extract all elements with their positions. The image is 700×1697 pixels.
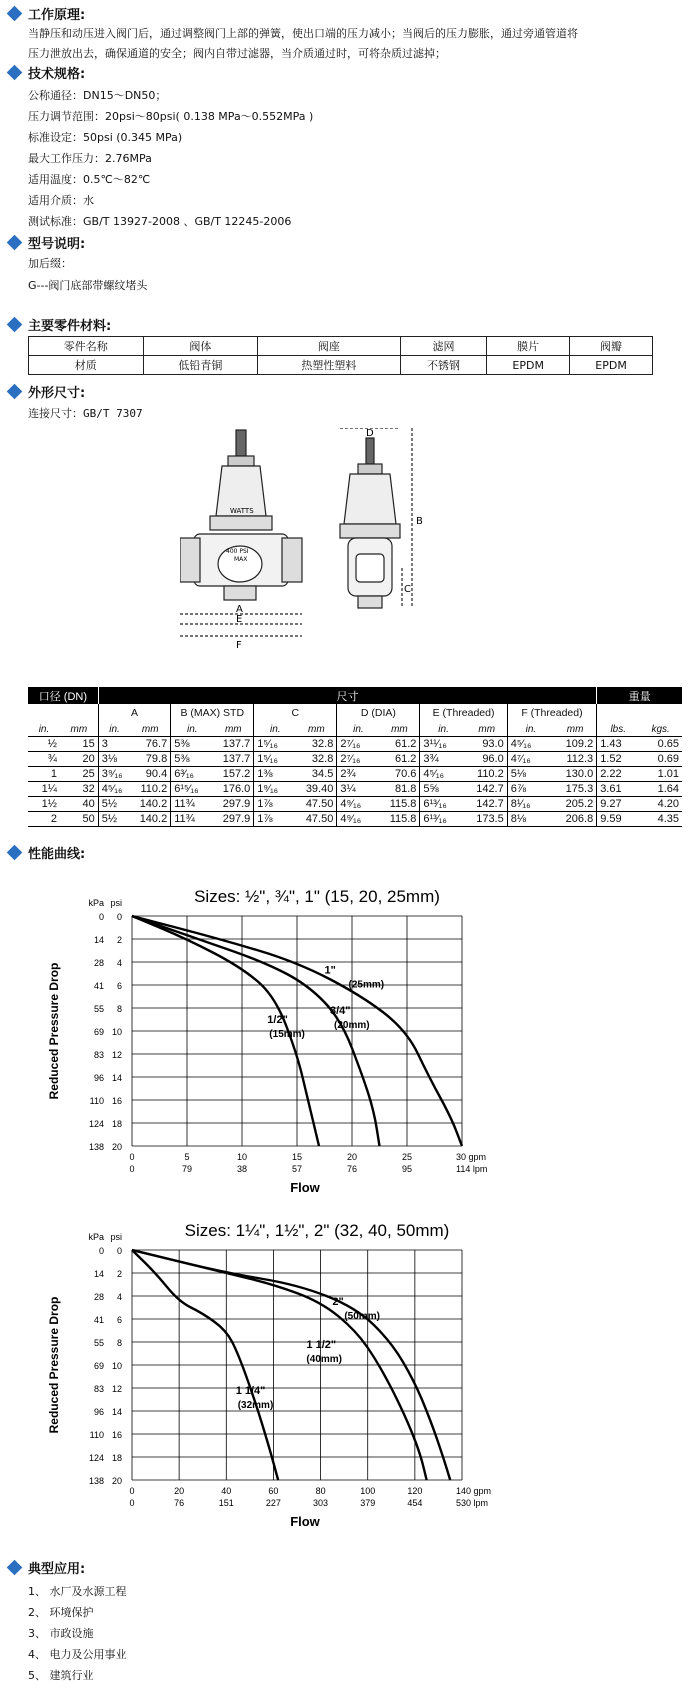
x-tick-lpm: 95: [401, 1164, 413, 1174]
table-cell: 0.65: [639, 737, 682, 752]
y-tick-psi: 2: [116, 1269, 122, 1279]
table-cell: 3: [98, 737, 130, 752]
x-tick-lpm: 303: [313, 1498, 329, 1508]
header-weight: 重量: [597, 687, 682, 704]
unit-cell: mm: [213, 722, 253, 737]
y-tick-kpa: 83: [93, 1384, 104, 1394]
series-label: 1 1/2": [306, 1338, 337, 1351]
table-cell: 15: [60, 737, 98, 752]
y-tick-psi: 16: [111, 1096, 122, 1106]
x-tick-lpm: 530 lpm: [456, 1498, 489, 1508]
section-heading-materials: [6, 315, 111, 333]
col-label: D (DIA): [337, 704, 420, 722]
x-tick-lpm: 79: [181, 1164, 193, 1174]
table-cell: 20: [60, 752, 98, 767]
table-cell: 137.7: [213, 737, 253, 752]
table-cell: 4⁹⁄₁₆: [337, 797, 380, 812]
table-cell: 3⅛: [98, 752, 130, 767]
x-tick-lpm: 114 lpm: [456, 1164, 488, 1174]
x-tick-gpm: 0: [129, 1486, 135, 1496]
table-cell: 47.50: [296, 812, 336, 827]
list-item: 2、 环境保护: [28, 1606, 94, 1619]
heading-text: 外形尺寸:: [28, 385, 86, 401]
x-tick-gpm: 5: [184, 1152, 190, 1162]
heading-text: 主要零件材料:: [28, 318, 112, 334]
table-cell: 297.9: [213, 797, 253, 812]
spec-line: 公称通径：DN15～DN50；: [28, 89, 167, 102]
heading-text: 工作原理:: [28, 7, 86, 23]
table-cell: 3¾: [420, 752, 467, 767]
bullet-diamond-icon: [7, 383, 23, 399]
table-cell: 4⁵⁄₁₆: [420, 767, 467, 782]
y-tick-kpa: 138: [88, 1476, 104, 1486]
table-cell: 112.3: [554, 752, 597, 767]
bullet-diamond-icon: [7, 316, 23, 332]
unit-cell: lbs.: [597, 722, 640, 737]
table-cell: 11¾: [171, 797, 214, 812]
x-tick-lpm: 76: [346, 1164, 358, 1174]
table-cell: 5⅜: [171, 737, 214, 752]
y-tick-kpa: 14: [93, 1269, 104, 1279]
table-cell: 206.8: [554, 812, 597, 827]
x-tick-gpm: 0: [129, 1152, 135, 1162]
valve-dimension-drawing: [180, 428, 480, 668]
unit-cell: in.: [337, 722, 380, 737]
x-tick-gpm: 20: [346, 1152, 358, 1162]
spec-line: 标准设定：50psi (0.345 MPa): [28, 131, 183, 144]
unit-cell: mm: [60, 722, 98, 737]
table-cell: 3¼: [337, 782, 380, 797]
table-cell: 4.20: [639, 797, 682, 812]
y-tick-psi: 12: [111, 1384, 122, 1394]
principle-paragraph: [28, 24, 668, 64]
table-cell: 3¹¹⁄₁₆: [420, 737, 467, 752]
unit-cell: in.: [254, 722, 297, 737]
header-size: 口径 (DN): [28, 687, 98, 704]
spec-line: 适用介质：水: [28, 194, 94, 207]
table-cell: 81.8: [379, 782, 419, 797]
table-row: [28, 752, 682, 767]
table-cell: 11¾: [171, 812, 214, 827]
table-cell: 40: [60, 797, 98, 812]
table-cell: 115.8: [379, 812, 419, 827]
table-cell: 297.9: [213, 812, 253, 827]
bullet-diamond-icon: [7, 64, 23, 80]
unit-cell: in.: [507, 722, 554, 737]
y-tick-psi: 8: [116, 1004, 122, 1014]
table-cell: 1.43: [597, 737, 640, 752]
table-cell: 142.7: [467, 782, 507, 797]
y-unit-kpa: kPa: [88, 898, 104, 908]
table-cell: 2⁷⁄₁₆: [337, 737, 380, 752]
unit-cell: in.: [98, 722, 130, 737]
x-tick-lpm: 454: [407, 1498, 423, 1508]
drawing-rating: 400 PSI: [226, 548, 249, 555]
table-cell: 阀瓣: [570, 337, 653, 356]
table-cell: 79.8: [130, 752, 170, 767]
spec-line: 适用温度：0.5℃～82℃: [28, 173, 151, 186]
y-tick-kpa: 28: [93, 1292, 104, 1302]
y-tick-kpa: 55: [93, 1338, 104, 1348]
table-cell: 115.8: [379, 797, 419, 812]
table-cell: ½: [28, 737, 60, 752]
table-cell: 阀体: [143, 337, 258, 356]
table-cell: 130.0: [554, 767, 597, 782]
section-heading-model: [6, 233, 85, 251]
table-header-row: [28, 687, 682, 704]
table-cell: 6¹³⁄₁₆: [420, 812, 467, 827]
table-cell: 材质: [29, 356, 144, 375]
y-tick-psi: 20: [111, 1476, 122, 1486]
table-cell: 6¹⁵⁄₁₆: [171, 782, 214, 797]
table-cell: 140.2: [130, 797, 170, 812]
table-cell: 32: [60, 782, 98, 797]
table-cell: 5½: [98, 812, 130, 827]
y-tick-kpa: 124: [88, 1119, 104, 1129]
series-sublabel: (20mm): [334, 1019, 370, 1031]
table-cell: 6⅞: [507, 782, 554, 797]
heading-text: 型号说明:: [28, 236, 86, 252]
x-tick-gpm: 25: [401, 1152, 413, 1162]
table-cell: 滤网: [400, 337, 487, 356]
table-cell: 61.2: [379, 737, 419, 752]
table-cell: 110.2: [467, 767, 507, 782]
table-cell: 50: [60, 812, 98, 827]
x-tick-gpm: 20: [174, 1486, 185, 1496]
table-cell: 1.52: [597, 752, 640, 767]
table-cell: 0.69: [639, 752, 682, 767]
y-tick-psi: 14: [111, 1407, 122, 1417]
table-cell: 热塑性塑料: [258, 356, 401, 375]
series-sublabel: (40mm): [306, 1353, 343, 1365]
y-tick-psi: 18: [111, 1119, 122, 1129]
series-label: 2": [332, 1296, 344, 1309]
series-sublabel: (50mm): [344, 1311, 380, 1323]
y-tick-kpa: 0: [98, 912, 104, 922]
unit-cell: in.: [28, 722, 60, 737]
table-cell: 阀座: [258, 337, 401, 356]
series-sublabel: (15mm): [269, 1028, 305, 1040]
model-line: G---阀门底部带螺纹堵头: [28, 279, 148, 292]
y-tick-psi: 10: [111, 1027, 122, 1037]
y-unit-kpa: kPa: [88, 1232, 104, 1242]
table-cell: 8⅛: [507, 812, 554, 827]
x-axis-label: Flow: [290, 1514, 320, 1529]
table-cell: 109.2: [554, 737, 597, 752]
table-cell: 93.0: [467, 737, 507, 752]
table-cell: 不锈钢: [400, 356, 487, 375]
table-cell: 96.0: [467, 752, 507, 767]
table-cell: 4⁵⁄₁₆: [507, 737, 554, 752]
col-label: C: [254, 704, 337, 722]
table-row: [28, 782, 682, 797]
dim-label-b: B: [416, 516, 423, 527]
heading-text: 技术规格:: [28, 66, 86, 82]
table-cell: 9.59: [597, 812, 640, 827]
table-cell: 70.6: [379, 767, 419, 782]
series-label: 1/2": [267, 1013, 288, 1026]
table-row: [29, 356, 653, 375]
table-cell: 205.2: [554, 797, 597, 812]
table-cell: 32.8: [296, 737, 336, 752]
unit-cell: mm: [467, 722, 507, 737]
unit-cell: mm: [379, 722, 419, 737]
dimension-table: [28, 687, 682, 827]
table-cell: 2⁷⁄₁₆: [337, 752, 380, 767]
header-dims: 尺寸: [98, 687, 596, 704]
dim-label-f: F: [236, 640, 242, 651]
model-line: 加后缀：: [28, 257, 72, 270]
y-tick-psi: 2: [116, 935, 122, 945]
unit-cell: kgs.: [639, 722, 682, 737]
table-cell: EPDM: [570, 356, 653, 375]
heading-text: 性能曲线:: [28, 846, 86, 862]
table-cell: 5⅝: [420, 782, 467, 797]
table-cell: 4⁹⁄₁₆: [337, 812, 380, 827]
connection-standard: 连接尺寸：GB/T 7307: [28, 407, 143, 420]
y-tick-psi: 18: [111, 1453, 122, 1463]
x-tick-lpm: 0: [129, 1498, 135, 1508]
table-cell: 5⅜: [171, 752, 214, 767]
section-heading-applications: [6, 1558, 85, 1576]
section-heading-dimensions: [6, 382, 85, 400]
series-label: 1 1/4": [235, 1384, 266, 1397]
table-row: [28, 812, 682, 827]
table-cell: 90.4: [130, 767, 170, 782]
drawing-max: MAX: [234, 556, 248, 563]
table-cell: 5½: [98, 797, 130, 812]
y-tick-kpa: 41: [93, 1315, 104, 1325]
table-cell: 1⁹⁄₁₆: [254, 782, 297, 797]
y-unit-psi: psi: [110, 1232, 122, 1242]
table-cell: 2: [28, 812, 60, 827]
table-cell: 39.40: [296, 782, 336, 797]
y-tick-kpa: 110: [89, 1096, 104, 1106]
y-tick-psi: 8: [116, 1338, 122, 1348]
list-item: 3、 市政设施: [28, 1627, 94, 1640]
y-axis-label: Reduced Pressure Drop: [47, 962, 61, 1100]
bullet-diamond-icon: [7, 1559, 23, 1575]
table-unit-row: [28, 722, 682, 737]
bullet-diamond-icon: [7, 234, 23, 250]
y-tick-psi: 10: [111, 1361, 122, 1371]
col-label: B (MAX) STD: [171, 704, 254, 722]
x-tick-lpm: 151: [218, 1498, 234, 1508]
dim-label-e: E: [236, 614, 243, 625]
table-cell: 176.0: [213, 782, 253, 797]
x-tick-gpm: 120: [407, 1486, 423, 1496]
table-cell: 4.35: [639, 812, 682, 827]
series-sublabel: (25mm): [348, 979, 385, 991]
y-tick-psi: 12: [111, 1050, 122, 1060]
y-tick-kpa: 83: [93, 1050, 104, 1060]
x-tick-lpm: 57: [291, 1164, 303, 1174]
series-label: 3/4": [330, 1004, 351, 1017]
table-cell: 1.64: [639, 782, 682, 797]
table-cell: 3.61: [597, 782, 640, 797]
spec-line: 压力调节范围：20psi～80psi( 0.138 MPa～0.552MPa ): [28, 110, 314, 123]
table-cell: 137.7: [213, 752, 253, 767]
y-tick-kpa: 69: [93, 1361, 104, 1371]
principle-line: 压力泄放出去，确保通道的安全；阀内自带过滤器，当介质通过时，可将杂质过滤掉；: [28, 47, 446, 60]
x-tick-gpm: 30 gpm: [456, 1152, 487, 1162]
table-cell: 2.22: [597, 767, 640, 782]
table-row: [29, 337, 653, 356]
unit-cell: mm: [296, 722, 336, 737]
list-item: 4、 电力及公用事业: [28, 1648, 127, 1661]
bullet-diamond-icon: [7, 844, 23, 860]
table-cell: 9.27: [597, 797, 640, 812]
table-cell: 1⅞: [254, 797, 297, 812]
y-tick-psi: 14: [111, 1073, 122, 1083]
table-cell: 4⁵⁄₁₆: [98, 782, 130, 797]
y-tick-kpa: 124: [88, 1453, 104, 1463]
unit-cell: in.: [420, 722, 467, 737]
x-tick-gpm: 60: [268, 1486, 279, 1496]
y-tick-psi: 4: [116, 958, 122, 968]
adjusting-screw: [236, 430, 246, 456]
table-cell: 61.2: [379, 752, 419, 767]
dim-label-a: A: [236, 604, 243, 615]
x-tick-lpm: 227: [265, 1498, 281, 1508]
table-cell: 8¹⁄₁₆: [507, 797, 554, 812]
table-cell: 157.2: [213, 767, 253, 782]
y-tick-psi: 6: [116, 981, 122, 991]
table-cell: 1½: [28, 797, 60, 812]
col-label: A: [98, 704, 170, 722]
y-tick-kpa: 96: [93, 1407, 104, 1417]
y-tick-kpa: 55: [93, 1004, 104, 1014]
table-cell: 32.8: [296, 752, 336, 767]
table-cell: 1⅜: [254, 767, 297, 782]
drawing-brand: WATTS: [230, 507, 254, 515]
performance-chart-small: [40, 880, 660, 1210]
table-cell: 1.01: [639, 767, 682, 782]
table-row: [28, 797, 682, 812]
x-tick-lpm: 0: [129, 1164, 135, 1174]
dim-label-c: C: [404, 584, 411, 595]
table-cell: 47.50: [296, 797, 336, 812]
table-cell: 膜片: [487, 337, 570, 356]
table-cell: 4⁷⁄₁₆: [507, 752, 554, 767]
unit-cell: mm: [554, 722, 597, 737]
chart-title: Sizes: 1¼", 1½", 2" (32, 40, 50mm): [184, 1221, 450, 1240]
x-tick-gpm: 80: [315, 1486, 326, 1496]
chart-title: Sizes: ½", ¾", 1" (15, 20, 25mm): [194, 887, 440, 906]
section-heading-specs: [6, 63, 85, 81]
y-tick-psi: 20: [111, 1142, 122, 1152]
x-tick-gpm: 10: [236, 1152, 248, 1162]
y-tick-kpa: 28: [93, 958, 104, 968]
table-cell: 低铅青铜: [143, 356, 258, 375]
heading-text: 典型应用:: [28, 1561, 86, 1577]
col-label: E (Threaded): [420, 704, 507, 722]
section-heading-curves: [6, 843, 85, 861]
table-cell: 2¾: [337, 767, 380, 782]
y-tick-psi: 4: [116, 1292, 122, 1302]
spec-line: 最大工作压力：2.76MPa: [28, 152, 152, 165]
x-tick-gpm: 40: [221, 1486, 232, 1496]
y-unit-psi: psi: [110, 898, 122, 908]
table-cell: 1⅞: [254, 812, 297, 827]
table-row: [28, 737, 682, 752]
x-tick-lpm: 38: [236, 1164, 248, 1174]
dim-label-d: D: [366, 428, 374, 439]
col-label: F (Threaded): [507, 704, 596, 722]
x-tick-lpm: 379: [360, 1498, 376, 1508]
unit-cell: mm: [130, 722, 170, 737]
table-cell: 1⁵⁄₁₆: [254, 737, 297, 752]
table-cell: 173.5: [467, 812, 507, 827]
table-cell: 25: [60, 767, 98, 782]
table-cell: 76.7: [130, 737, 170, 752]
x-axis-label: Flow: [290, 1180, 320, 1195]
spec-line: 测试标准：GB/T 13927-2008 、GB/T 12245-2006: [28, 215, 292, 228]
performance-chart-large: [40, 1214, 660, 1544]
table-cell: 6¹³⁄₁₆: [420, 797, 467, 812]
table-cell: 142.7: [467, 797, 507, 812]
y-tick-psi: 0: [116, 1246, 122, 1256]
y-tick-psi: 6: [116, 1315, 122, 1325]
x-tick-lpm: 76: [174, 1498, 185, 1508]
y-axis-label: Reduced Pressure Drop: [47, 1296, 61, 1434]
y-tick-kpa: 0: [98, 1246, 104, 1256]
x-tick-gpm: 140 gpm: [456, 1486, 492, 1496]
table-row: [28, 767, 682, 782]
table-cell: 1: [28, 767, 60, 782]
table-cell: 175.3: [554, 782, 597, 797]
y-tick-psi: 0: [116, 912, 122, 922]
bullet-diamond-icon: [7, 5, 23, 21]
y-tick-kpa: 110: [89, 1430, 104, 1440]
x-tick-gpm: 15: [291, 1152, 303, 1162]
y-tick-psi: 16: [111, 1430, 122, 1440]
x-tick-gpm: 100: [360, 1486, 376, 1496]
series-label: 1": [324, 964, 336, 977]
table-cell: 零件名称: [29, 337, 144, 356]
table-cell: 6³⁄₁₆: [171, 767, 214, 782]
table-cell: 140.2: [130, 812, 170, 827]
table-cell: 110.2: [130, 782, 170, 797]
table-cell: 5⅛: [507, 767, 554, 782]
list-item: 1、 水厂及水源工程: [28, 1585, 127, 1598]
principle-line: 当静压和动压进入阀门后，通过调整阀门上部的弹簧，使出口端的压力减小；当阀后的压力膨胀，通过旁通管道将: [28, 27, 578, 40]
unit-cell: in.: [171, 722, 214, 737]
y-tick-kpa: 69: [93, 1027, 104, 1037]
materials-table: [28, 336, 653, 375]
table-cell: 34.5: [296, 767, 336, 782]
list-item: 5、 建筑行业: [28, 1669, 94, 1682]
table-label-row: [28, 704, 682, 722]
series-sublabel: (32mm): [237, 1399, 274, 1411]
y-tick-kpa: 41: [93, 981, 104, 991]
section-heading-principle: [6, 4, 85, 22]
table-cell: ¾: [28, 752, 60, 767]
table-cell: 1¼: [28, 782, 60, 797]
y-tick-kpa: 14: [93, 935, 104, 945]
table-cell: EPDM: [487, 356, 570, 375]
table-cell: 3⁹⁄₁₆: [98, 767, 130, 782]
y-tick-kpa: 96: [93, 1073, 104, 1083]
table-cell: 1⁵⁄₁₆: [254, 752, 297, 767]
y-tick-kpa: 138: [88, 1142, 104, 1152]
